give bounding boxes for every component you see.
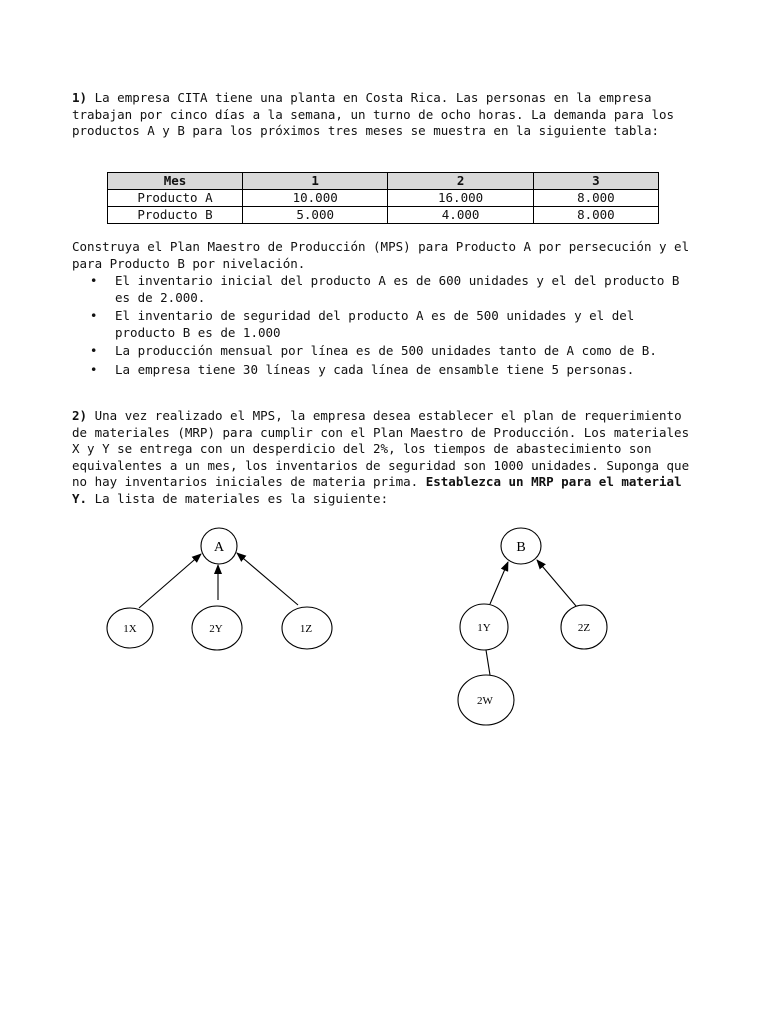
- table-cell: 8.000: [533, 207, 658, 224]
- edge-1z-a: [237, 553, 298, 605]
- bullet-icon: •: [90, 273, 98, 288]
- table-cell: 5.000: [243, 207, 388, 224]
- table-header-cell: 2: [388, 173, 533, 190]
- list-item-text: La empresa tiene 30 líneas y cada línea de ensamble tiene 5 personas.: [115, 361, 635, 377]
- conditions-list: [90, 273, 696, 380]
- list-item: [90, 362, 696, 379]
- question-2-number: 2): [72, 408, 88, 423]
- demand-table: [107, 172, 659, 224]
- table-cell: 10.000: [243, 190, 388, 207]
- table-cell: Producto B: [108, 207, 243, 224]
- table-row: [108, 207, 659, 224]
- list-item: [90, 273, 696, 306]
- node-2y-label: 2Y: [209, 623, 223, 635]
- bullet-icon: •: [90, 361, 98, 377]
- edge-1y-b: [490, 562, 508, 604]
- table-header-row: [108, 173, 659, 190]
- question-2: [72, 408, 698, 507]
- list-item: [90, 343, 696, 360]
- table-header-cell: Mes: [108, 173, 243, 190]
- table-header-cell: 3: [533, 173, 658, 190]
- list-item-text: La producción mensual por línea es de 500 unidades tanto de A como de B.: [115, 343, 657, 358]
- table-cell: 16.000: [388, 190, 533, 207]
- edge-2w-1y: [486, 650, 490, 675]
- table-cell: Producto A: [108, 190, 243, 207]
- table-row: [108, 190, 659, 207]
- question-1-text: La empresa CITA tiene una planta en Costa Rica. Las personas en la empresa trabajan por cinco días a la semana, un turno de ocho horas. La demanda para los productos A y B para los próximos tres meses se muestra en la siguiente tabla:: [72, 90, 675, 138]
- edge-1x-a: [139, 554, 201, 608]
- node-b-label: B: [516, 540, 526, 555]
- list-item-text: El inventario de seguridad del producto A es de 500 unidades y el del producto B es de 1.000: [115, 308, 635, 340]
- question-2-text: Una vez realizado el MPS, la empresa desea establecer el plan de requerimiento de materiales (MRP) para cumplir con el Plan Maestro de Producción. Los materiales X y Y se entrega con un desperdicio del 2%, los tiempos de abastecimiento son equivalentes a un mes, los inventarios de seguridad son 1000 unidades. Suponga que no hay inventarios iniciales de materia prima.: [72, 408, 690, 489]
- question-1: [72, 90, 698, 140]
- bullet-icon: •: [90, 308, 98, 323]
- bullet-icon: •: [90, 343, 98, 358]
- edge-2z-b: [537, 560, 576, 606]
- node-2w-label: 2W: [477, 695, 493, 707]
- node-2z-label: 2Z: [577, 622, 591, 634]
- table-cell: 8.000: [533, 190, 658, 207]
- node-1y-label: 1Y: [477, 622, 491, 634]
- list-item-text: El inventario inicial del producto A es de 600 unidades y el del producto B es de 2.000.: [115, 273, 680, 305]
- node-1x-label: 1X: [123, 623, 137, 635]
- question-2-text-after: La lista de materiales es la siguiente:: [94, 490, 389, 506]
- question-2-bold: Establezca un MRP para el material Y.: [72, 474, 682, 506]
- node-a-label: A: [213, 540, 225, 555]
- bill-of-materials-diagram: [0, 520, 768, 740]
- table-cell: 4.000: [388, 207, 533, 224]
- table-header-cell: 1: [243, 173, 388, 190]
- node-1z-label: 1Z: [299, 623, 313, 635]
- mps-instruction: Construya el Plan Maestro de Producción (MPS) para Producto A por persecución y el para Producto B por nivelación.: [72, 239, 690, 271]
- question-1-number: 1): [72, 90, 88, 105]
- list-item: [90, 308, 696, 341]
